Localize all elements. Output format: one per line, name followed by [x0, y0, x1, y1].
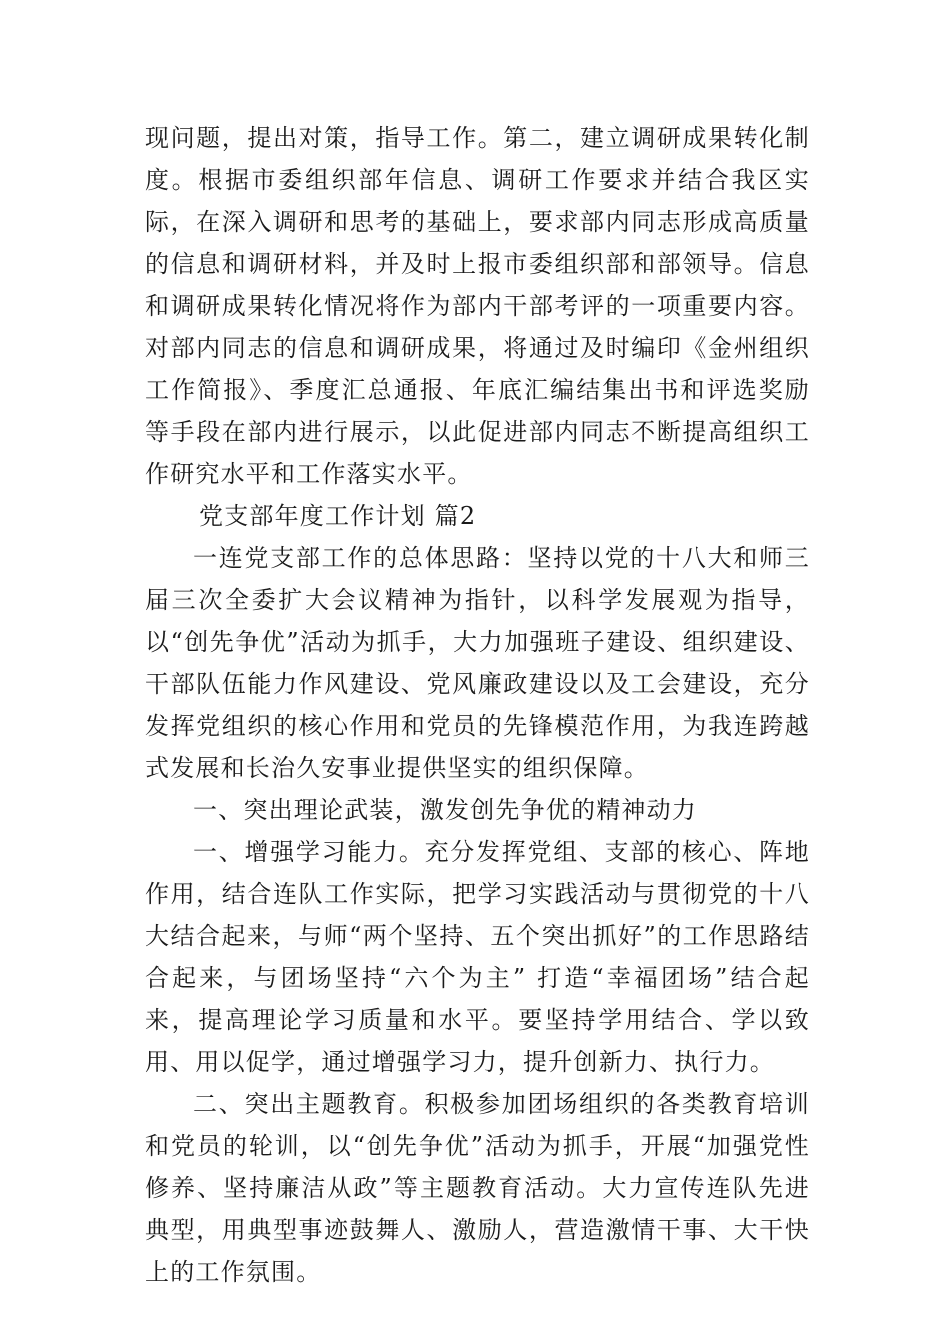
paragraph-theme-education: 二、突出主题教育。积极参加团场组织的各类教育培训和党员的轮训，以“创先争优”活动为抓手，开展“加强党性修养、坚持廉洁从政”等主题教育活动。大力宣传连队先进典型，用典型事迹鼓舞人、激励人，营造激情干事、大干快上的工作氛围。 [145, 1090, 810, 1286]
section-heading: 党支部年度工作计划 篇2 [199, 502, 477, 530]
paragraph-section-one-title: 一、突出理论武装，激发创先争优的精神动力 [193, 796, 697, 824]
paragraph-continuation: 现问题，提出对策，指导工作。第二，建立调研成果转化制度。根据市委组织部年信息、调研工作要求并结合我区实际，在深入调研和思考的基础上，要求部内同志形成高质量的信息和调研材料，并及时上报市委组织部和部领导。信息和调研成果转化情况将作为部内干部考评的一项重要内容。对部内同志的信息和调研成果，将通过及时编印《金州组织工作简报》、季度汇总通报、年底汇编结集出书和评选奖励等手段在部内进行展示，以此促进部内同志不断提高组织工作研究水平和工作落实水平。 [145, 124, 810, 488]
paragraph-learning-ability: 一、增强学习能力。充分发挥党组、支部的核心、阵地作用，结合连队工作实际，把学习实践活动与贯彻党的十八大结合起来，与师“两个坚持、五个突出抓好”的工作思路结合起来，与团场坚持“六个为主” 打造“幸福团场”结合起来，提高理论学习质量和水平。要坚持学用结合、学以致用、用以促学，通过增强学习力，提升创新力、执行力。 [145, 838, 810, 1076]
document-body [145, 117, 810, 1293]
paragraph-overall-approach: 一连党支部工作的总体思路：坚持以党的十八大和师三届三次全委扩大会议精神为指针，以科学发展观为指导，以“创先争优”活动为抓手，大力加强班子建设、组织建设、干部队伍能力作风建设、党风廉政建设以及工会建设，充分发挥党组织的核心作用和党员的先锋模范作用，为我连跨越式发展和长治久安事业提供坚实的组织保障。 [145, 544, 810, 782]
